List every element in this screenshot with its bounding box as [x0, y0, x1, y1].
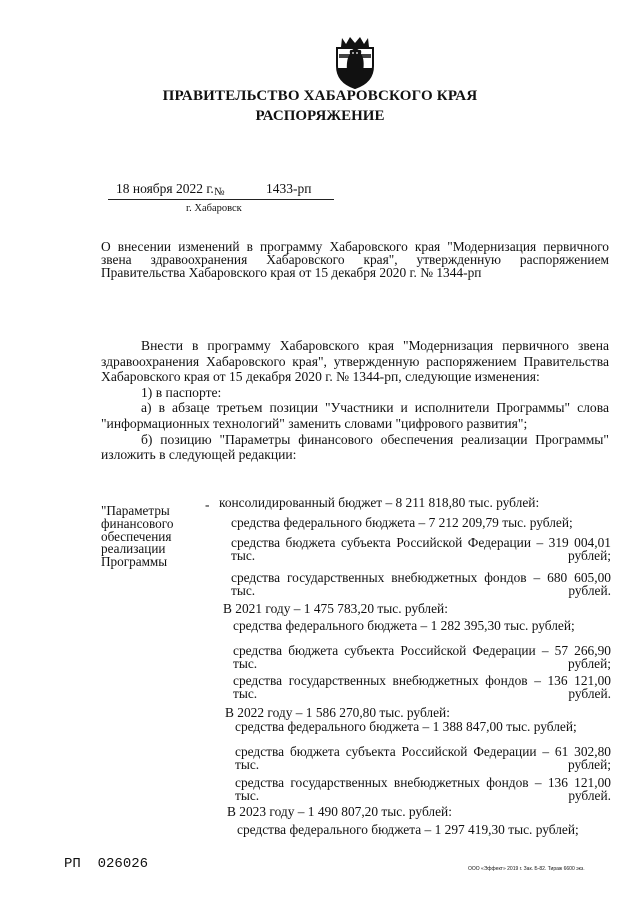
- form-series: РП: [64, 856, 81, 872]
- body-intro: Внести в программу Хабаровского края "Модернизация первичного звена здравоохранения Хабаровского края", утвержденную распоряжением Правительства Хабаровского края от 15 декабря 2020 г. № 1344-рп, следующие изменения:: [101, 338, 609, 385]
- document-number: 1433-рп: [266, 181, 312, 196]
- document-date: 18 ноября 2022 г.: [116, 181, 214, 196]
- params-2021-regional: средства бюджета субъекта Российской Федерации – 57 266,90 тыс. рублей;: [233, 643, 611, 671]
- body-item-b: б) позицию "Параметры финансового обеспечения реализации Программы" изложить в следующей редакции:: [101, 431, 609, 463]
- params-entry-total: консолидированный бюджет – 8 211 818,80 тыс. рублей:: [219, 495, 540, 510]
- params-dash: -: [205, 497, 210, 512]
- government-title: ПРАВИТЕЛЬСТВО ХАБАРОВСКОГО КРАЯ: [162, 88, 478, 104]
- document-city: г. Хабаровск: [186, 203, 242, 214]
- document-subject: О внесении изменений в программу Хабаровского края "Модернизация первичного звена здравоохранения Хабаровского края", утвержденную распоряжением Правительства Хабаровского края от 15 декабря 2020 г. № 1344-рп: [101, 239, 609, 280]
- params-2022-regional: средства бюджета субъекта Российской Федерации – 61 302,80 тыс. рублей;: [235, 744, 611, 772]
- form-serial-number: 026026: [97, 856, 149, 872]
- params-entry-federal: средства федерального бюджета – 7 212 209,79 тыс. рублей;: [231, 515, 573, 530]
- params-year-2023: В 2023 году – 1 490 807,20 тыс. рублей:: [227, 804, 452, 819]
- params-2022-federal: средства федерального бюджета – 1 388 847,00 тыс. рублей;: [235, 719, 577, 734]
- requisites-underline: [108, 199, 334, 200]
- params-year-2021: В 2021 году – 1 475 783,20 тыс. рублей:: [223, 601, 448, 616]
- params-entry-regional: средства бюджета субъекта Российской Федерации – 319 004,01 тыс. рублей;: [231, 535, 611, 563]
- document-type: РАСПОРЯЖЕНИЕ: [255, 108, 385, 124]
- form-serial: [64, 856, 148, 872]
- body-item-a: а) в абзаце третьем позиции "Участники и исполнители Программы" слова "информационных технологий" заменить словами "цифрового развития";: [101, 400, 609, 431]
- params-2021-funds: средства государственных внебюджетных фондов – 136 121,00 тыс. рублей.: [233, 673, 611, 701]
- params-2022-funds: средства государственных внебюджетных фондов – 136 121,00 тыс. рублей.: [235, 775, 611, 803]
- params-2023-federal: средства федерального бюджета – 1 297 419,30 тыс. рублей;: [237, 822, 579, 837]
- params-year-2022: В 2022 году – 1 586 270,80 тыс. рублей:: [225, 705, 450, 720]
- params-label: "Параметры финансового обеспечения реализации Программы: [101, 503, 174, 570]
- number-sign: №: [214, 186, 225, 198]
- print-info: ООО «Эффект» 2019 г. Зак. Б-82. Тираж 6600 экз.: [468, 866, 585, 872]
- document-body: [101, 338, 609, 463]
- khabarovsk-bear-crest-icon: [326, 32, 384, 90]
- params-entry-funds: средства государственных внебюджетных фондов – 680 605,00 тыс. рублей.: [231, 570, 611, 598]
- params-2021-federal: средства федерального бюджета – 1 282 395,30 тыс. рублей;: [233, 618, 575, 633]
- body-item-1: 1) в паспорте:: [141, 384, 222, 400]
